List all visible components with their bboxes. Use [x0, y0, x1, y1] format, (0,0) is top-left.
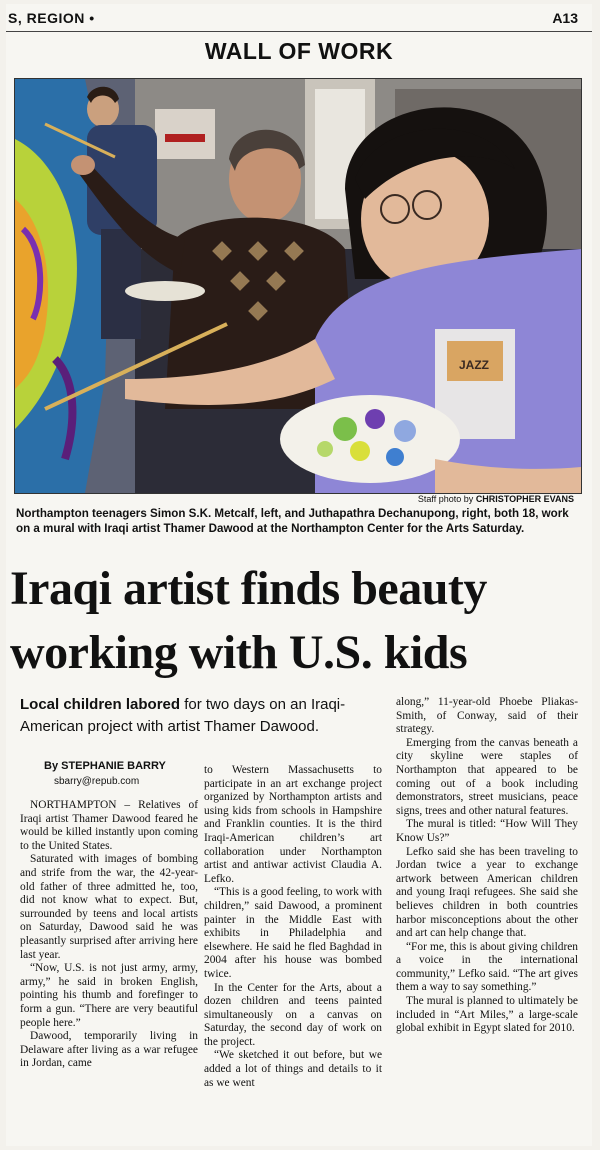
author-email: sbarry@repub.com: [54, 776, 140, 787]
article-column-1: [20, 799, 198, 1071]
page-number: A13: [552, 10, 578, 26]
header-rule: [6, 31, 592, 32]
photo-caption: Northampton teenagers Simon S.K. Metcalf, left, and Juthapathra Dechanupong, right, both 18, work on a mural with Iraqi artist Thamer Dawood at the Northampton Center for the Arts Saturday.: [16, 507, 569, 535]
paragraph: “This is a good feeling, to work with children,” said Dawood, a prominent painter in the Middle East with exhibits in Philadelphia and elsewhere. He said he fled Baghdad in 2004 after his house was bombed twice.: [204, 886, 382, 980]
credit-name: CHRISTOPHER EVANS: [475, 494, 574, 504]
paragraph: “Now, U.S. is not just army, army, army,” he said in broken English, pointing his thumb and forefinger to form a gun. “There are very beautiful people here.”: [20, 962, 198, 1029]
paragraph: The mural is planned to ultimately be included in “Art Miles,” a large-scale global exhibit in Egypt slated for 2010.: [396, 995, 578, 1035]
deck-bold: Local children labored: [20, 696, 181, 713]
section-label: S, REGION •: [8, 10, 95, 26]
headline: [10, 557, 590, 685]
byline: By STEPHANIE BARRY: [44, 760, 166, 772]
paragraph: “For me, this is about giving children a voice in the international community,” Lefko said. “The art gives them a way to say something.”: [396, 940, 578, 994]
credit-prefix: Staff photo by: [417, 494, 474, 504]
headline-line-2: working with U.S. kids: [10, 626, 468, 679]
paragraph: along,” 11-year-old Phoebe Pliakas-Smith, of Conway, said of their strategy.: [396, 696, 578, 736]
article-column-3: [396, 696, 578, 1036]
photo-illustration: [15, 79, 581, 493]
deck-rest: for two days on an Iraqi-American project with artist Thamer Dawood.: [20, 696, 346, 735]
paragraph: In the Center for the Arts, about a dozen children and teens painted simultaneously on a canvas on Saturday, the second day of work on the project.: [204, 981, 382, 1048]
page-header: [6, 4, 592, 30]
article-column-2: [204, 764, 382, 1090]
headline-line-1: Iraqi artist finds beauty: [10, 562, 487, 615]
mural-photo: [14, 78, 582, 494]
paragraph: Emerging from the canvas beneath a city skyline were staples of Northampton that appeared to be coming out of a book including demonstrators, street musicians, peace signs, trees and other natural features.: [396, 736, 578, 817]
paragraph: “We sketched it out before, but we added a lot of things and details to it as we went: [204, 1049, 382, 1089]
paragraph: Dawood, temporarily living in Delaware after living as a war refugee in Jordan, came: [20, 1030, 198, 1070]
newspaper-page: [6, 4, 592, 1146]
kicker-title: WALL OF WORK: [204, 38, 394, 64]
photo-credit: [418, 494, 574, 504]
paragraph: NORTHAMPTON – Relatives of Iraqi artist Thamer Dawood feared he would be killed instantly upon coming to the United States.: [20, 799, 198, 852]
shirt-print: JAZZ: [459, 358, 489, 372]
paragraph: Lefko said she has been traveling to Jordan twice a year to exchange artwork between American children and young Iraqi refugees. She said she believes children in both countries harbor misconceptions about the other and art can help change that.: [396, 845, 578, 940]
paragraph: Saturated with images of bombing and strife from the war, the 42-year-old father of three admitted he, too, did not know what to expect. But, surrounded by teens and local artists on Saturday, Dawood said he was pleasantly surprised after arriving here last year.: [20, 853, 198, 961]
paragraph: to Western Massachusetts to participate in an art exchange project organized by Northampton artists and using kids from schools in Hampshire and Franklin counties. It is the third Iraqi-American children’s art collaboration under Northampton artist and antiwar activist Claudia A. Lefko.: [204, 764, 382, 885]
deck: [20, 694, 365, 738]
paragraph: The mural is titled: “How Will They Know Us?”: [396, 818, 578, 844]
